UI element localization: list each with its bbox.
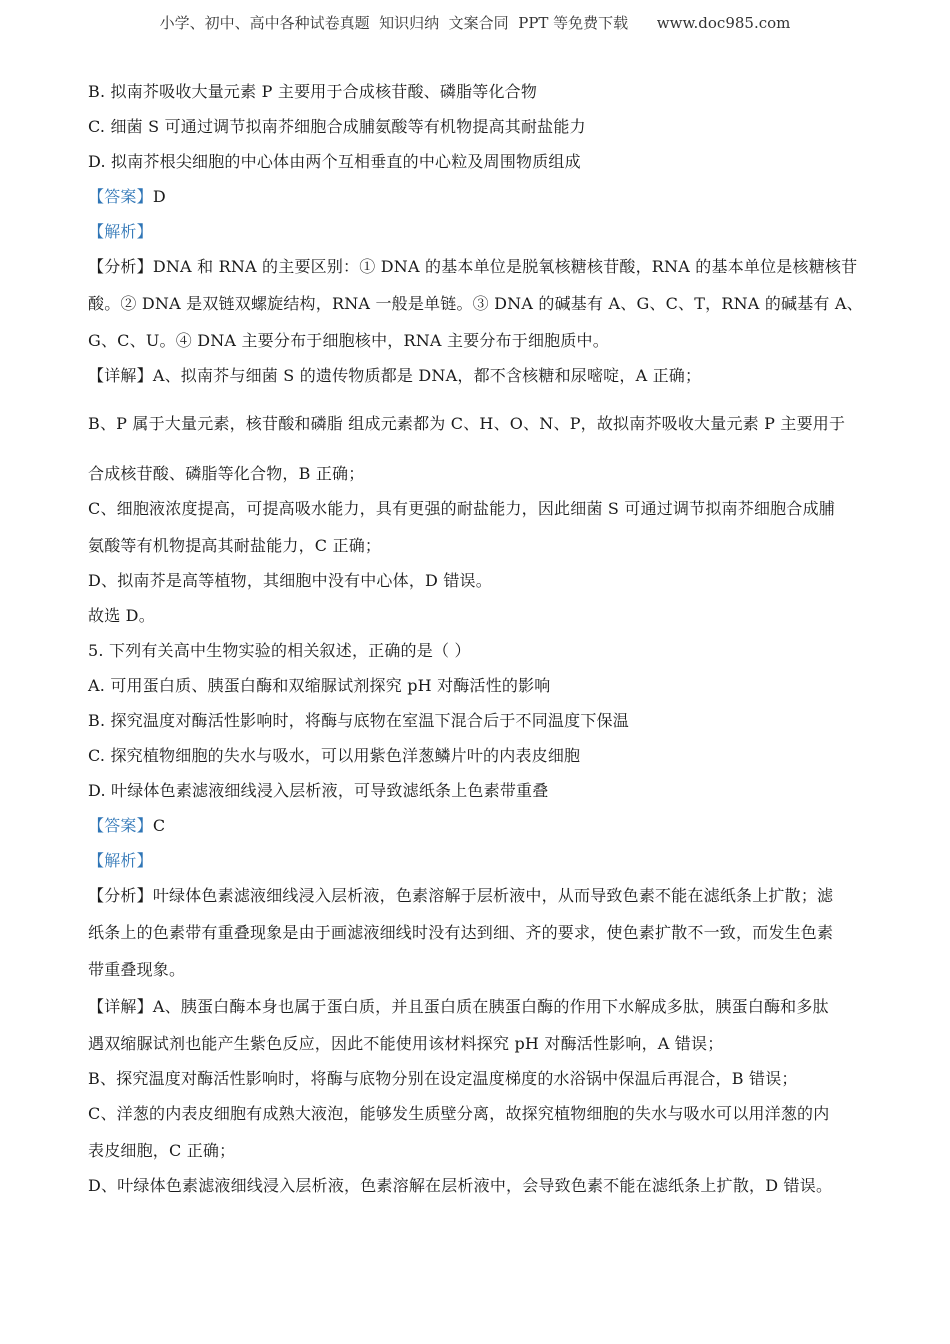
q4-fenxi-line-1 (88, 256, 857, 278)
q4-xiangjie-b-1: B、P 属于大量元素，核苷酸和磷脂 组成元素都为 C、H、O、N、P，故拟南芥吸收大量元素 P 主要用于 (88, 414, 846, 433)
xiangjie-text: A、胰蛋白酶本身也属于蛋白质，并且蛋白质在胰蛋白酶的作用下水解成多肽，胰蛋白酶和多肽 (152, 997, 829, 1016)
q5-fenxi-line-3: 带重叠现象。 (88, 960, 186, 979)
q4-fenxi-line-3: G、C、U。④ DNA 主要分布于细胞核中，RNA 主要分布于细胞质中。 (88, 331, 609, 350)
q4-answer-line (88, 186, 166, 208)
page-header-banner: 小学、初中、高中各种试卷真题 知识归纳 文案合同 PPT 等免费下载 www.doc985.com (159, 14, 791, 32)
q4-conclusion: 故选 D。 (88, 606, 155, 625)
fenxi-text: 叶绿体色素滤液细线浸入层析液，色素溶解于层析液中，从而导致色素不能在滤纸条上扩散；滤 (152, 886, 834, 905)
fenxi-text: DNA 和 RNA 的主要区别：① DNA 的基本单位是脱氧核糖核苷酸，RNA 的基本单位是核糖核苷 (152, 257, 858, 276)
q4-xiangjie-d: D、拟南芥是高等植物，其细胞中没有中心体，D 错误。 (88, 571, 492, 590)
fenxi-label: 【分析】 (88, 257, 153, 276)
q5-xiangjie-a-1 (88, 996, 829, 1018)
xiangjie-label: 【详解】 (88, 997, 153, 1016)
q5-fenxi-line-2: 纸条上的色素带有重叠现象是由于画滤液细线时没有达到细、齐的要求，使色素扩散不一致，而发生色素 (88, 923, 834, 942)
q4-analysis-label: 【解析】 (88, 222, 153, 241)
answer-value: D (152, 187, 166, 206)
xiangjie-label: 【详解】 (88, 366, 153, 385)
q4-xiangjie-a (88, 365, 701, 387)
q4-xiangjie-b-2: 合成核苷酸、磷脂等化合物，B 正确； (88, 464, 365, 483)
q5-xiangjie-a-2: 遇双缩脲试剂也能产生紫色反应，因此不能使用该材料探究 pH 对酶活性影响，A 错误； (88, 1034, 724, 1053)
q4-option-b: B. 拟南芥吸收大量元素 P 主要用于合成核苷酸、磷脂等化合物 (88, 82, 538, 101)
q5-xiangjie-c-1: C、洋葱的内表皮细胞有成熟大液泡，能够发生质壁分离，故探究植物细胞的失水与吸水可以用洋葱的内 (88, 1104, 830, 1123)
q4-xiangjie-c-2: 氨酸等有机物提高其耐盐能力，C 正确； (88, 536, 382, 555)
q5-option-a: A. 可用蛋白质、胰蛋白酶和双缩脲试剂探究 pH 对酶活性的影响 (88, 676, 551, 695)
q4-option-c: C. 细菌 S 可通过调节拟南芥细胞合成脯氨酸等有机物提高其耐盐能力 (88, 117, 586, 136)
q5-answer-line (88, 815, 165, 837)
q5-option-c: C. 探究植物细胞的失水与吸水，可以用紫色洋葱鳞片叶的内表皮细胞 (88, 746, 581, 765)
answer-label: 【答案】 (88, 816, 153, 835)
q5-xiangjie-b: B、探究温度对酶活性影响时，将酶与底物分别在设定温度梯度的水浴锅中保温后再混合，B 错误； (88, 1069, 798, 1088)
q5-xiangjie-c-2: 表皮细胞，C 正确； (88, 1141, 236, 1160)
q5-analysis-label: 【解析】 (88, 851, 153, 870)
q5-xiangjie-d: D、叶绿体色素滤液细线浸入层析液，色素溶解在层析液中，会导致色素不能在滤纸条上扩散，D 错误。 (88, 1176, 833, 1195)
q5-fenxi-line-1 (88, 885, 833, 907)
q5-option-b: B. 探究温度对酶活性影响时，将酶与底物在室温下混合后于不同温度下保温 (88, 711, 629, 730)
q5-option-d: D. 叶绿体色素滤液细线浸入层析液，可导致滤纸条上色素带重叠 (88, 781, 549, 800)
q4-option-d: D. 拟南芥根尖细胞的中心体由两个互相垂直的中心粒及周围物质组成 (88, 152, 581, 171)
fenxi-label: 【分析】 (88, 886, 153, 905)
q4-xiangjie-c-1: C、细胞液浓度提高，可提高吸水能力，具有更强的耐盐能力，因此细菌 S 可通过调节拟南芥细胞合成脯 (88, 499, 835, 518)
q4-fenxi-line-2: 酸。② DNA 是双链双螺旋结构，RNA 一般是单链。③ DNA 的碱基有 A、G、C、T，RNA 的碱基有 A、 (88, 294, 863, 313)
q5-stem: 5. 下列有关高中生物实验的相关叙述，正确的是（ ） (88, 641, 471, 660)
answer-label: 【答案】 (88, 187, 153, 206)
answer-value: C (152, 816, 166, 835)
xiangjie-text: A、拟南芥与细菌 S 的遗传物质都是 DNA，都不含核糖和尿嘧啶，A 正确； (152, 366, 702, 385)
